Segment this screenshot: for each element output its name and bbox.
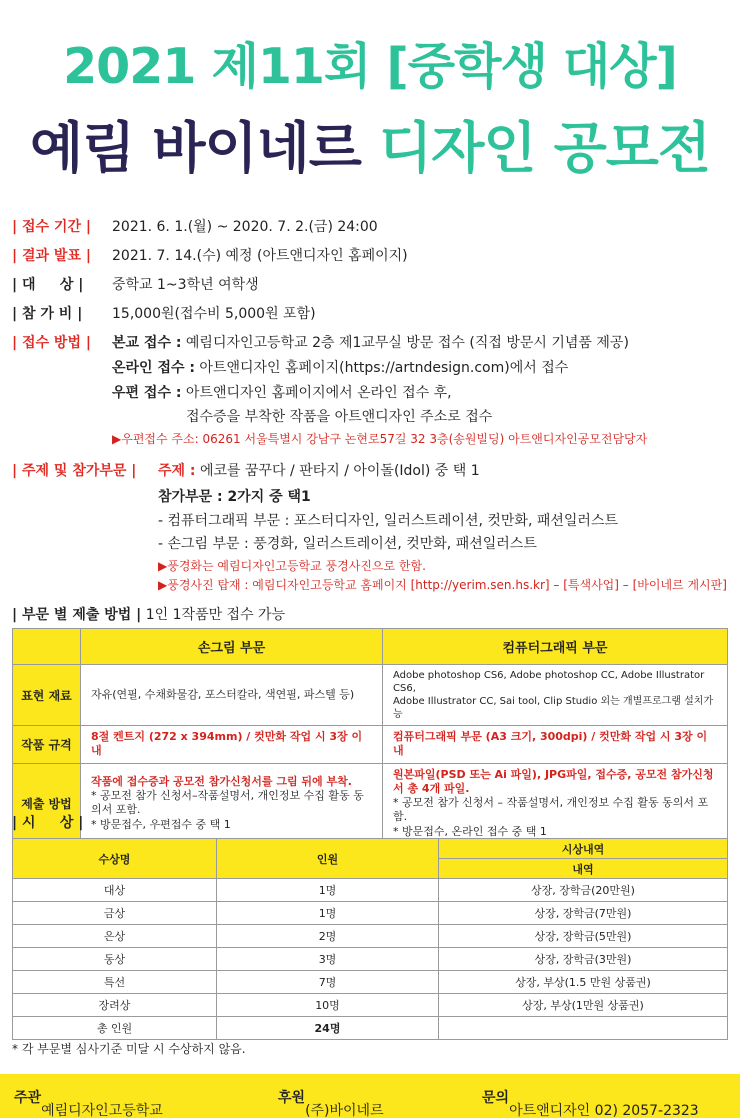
row-size: 작품 규격: [13, 726, 81, 764]
title-line-2: [0, 104, 740, 183]
table-row: 금상 1명 상장, 장학금(7만원): [13, 902, 728, 925]
material-cg: Adobe photoshop CS6, Adobe photoshop CC, Adobe Illustrator CS6, Adobe Illustrator CC, Sai tool, Clip Studio 외는 개별프로그램 설치가능: [383, 665, 728, 726]
footer-bar: [0, 1074, 740, 1118]
submission-corner: [13, 629, 81, 665]
table-row: 특선 7명 상장, 부상(1.5 만원 상품권): [13, 971, 728, 994]
method-post-2: 접수증을 부착한 작품을 아트앤디자인 주소로 접수: [186, 409, 493, 425]
table-row: 은상 2명 상장, 장학금(5만원): [13, 925, 728, 948]
theme-note-2: ▶풍경사진 탑재 : 예림디자인고등학교 홈페이지 [http://yerim.sen.hs.kr] – [특색사업] – [바이네르 게시판]: [158, 578, 727, 592]
target-row: [12, 274, 259, 294]
post-address-note: ▶우편접수 주소: 06261 서울특별시 강남구 논현로57길 32 3층(송원빌딩) 아트앤디자인공모전담당자: [112, 432, 648, 446]
method-visit: 본교 접수 : 예림디자인고등학교 2층 제1교무실 방문 접수 (직접 방문시 기념품 제공): [112, 335, 629, 351]
result-value: 2021. 7. 14.(수) 예정 (아트앤디자인 홈페이지): [112, 248, 408, 264]
title-line-1: 2021 제11회 [중학생 대상]: [63, 38, 677, 95]
col-award-detail: 시상내역: [439, 839, 728, 859]
row-method: 제출 방법: [13, 763, 81, 843]
period-row: [12, 216, 378, 236]
period-value: 2021. 6. 1.(월) ~ 2020. 7. 2.(금) 24:00: [112, 219, 378, 235]
total-row: 총 인원 24명: [13, 1017, 728, 1040]
table-row: 동상 3명 상장, 장학금(3만원): [13, 948, 728, 971]
method-row: [12, 332, 629, 352]
division-cg: - 컴퓨터그래픽 부문 : 포스터디자인, 일러스트레이션, 컷만화, 패션일러스트: [158, 513, 618, 529]
submission-table: [12, 628, 728, 844]
theme-note-1: ▶풍경화는 예림디자인고등학교 풍경사진으로 한함.: [158, 559, 426, 573]
material-hand: 자유(연필, 수채화물감, 포스터칼라, 색연필, 파스텔 등): [81, 665, 383, 726]
col-award-detail-sub: 내역: [439, 859, 728, 879]
division-title: 참가부문 : 2가지 중 택1: [158, 489, 311, 505]
period-label: | 접수 기간 |: [12, 219, 91, 235]
awards-header: | 시 상 |: [12, 815, 84, 831]
footer-contact: 문의 아트앤디자인 02) 2057-2323: [482, 1090, 699, 1118]
fee-label: | 참 가 비 |: [12, 306, 83, 322]
footer-sponsor: 후원 (주)바이네르: [278, 1090, 384, 1118]
size-cg: 컴퓨터그래픽 부문 (A3 크기, 300dpi) / 컷만화 작업 시 3장 이내: [383, 726, 728, 764]
method-hand: 작품에 접수증과 공모전 참가신청서를 그림 뒤에 부착. * 공모전 참가 신청서–작품설명서, 개인정보 수집 활동 동의서 포함. * 방문접수, 우편접수 중 택 1: [81, 763, 383, 843]
title-line-2-brand: 예림 바이네르: [29, 116, 361, 180]
col-cg: 컴퓨터그래픽 부문: [383, 629, 728, 665]
fee-row: [12, 303, 316, 323]
size-hand: 8절 켄트지 (272 x 394mm) / 컷만화 작업 시 3장 이내: [81, 726, 383, 764]
row-material: 표현 재료: [13, 665, 81, 726]
result-row: [12, 245, 408, 265]
result-label: | 결과 발표 |: [12, 248, 91, 264]
col-hand: 손그림 부문: [81, 629, 383, 665]
awards-table: [12, 838, 728, 1040]
method-cg: 원본파일(PSD 또는 Ai 파일), JPG파일, 접수증, 공모전 참가신청서 총 4개 파일. * 공모전 참가 신청서 – 작품설명서, 개인정보 수집 활동 동의서 포함. * 방문접수, 온라인 접수 중 택 1: [383, 763, 728, 843]
col-award-name: 수상명: [13, 839, 217, 879]
submission-header: | 부문 별 제출 방법 | 1인 1작품만 접수 가능: [12, 607, 286, 623]
awards-footnote: * 각 부문별 심사기준 미달 시 수상하지 않음.: [12, 1042, 246, 1056]
title-line-2-contest: 디자인 공모전: [379, 116, 711, 180]
fee-value: 15,000원(접수비 5,000원 포함): [112, 306, 316, 322]
footer-host: 주관 예림디자인고등학교: [14, 1090, 163, 1118]
method-label: | 접수 방법 |: [12, 335, 91, 351]
theme-row: [12, 460, 480, 480]
division-hand: - 손그림 부문 : 풍경화, 일러스트레이션, 컷만화, 패션일러스트: [158, 536, 537, 552]
method-post: 우편 접수 : 아트앤디자인 홈페이지에서 온라인 접수 후,: [112, 385, 452, 401]
theme-label: | 주제 및 참가부문 |: [12, 463, 137, 479]
col-award-count: 인원: [217, 839, 439, 879]
target-value: 중학교 1~3학년 여학생: [112, 277, 259, 293]
table-row: 장려상 10명 상장, 부상(1만원 상품권): [13, 994, 728, 1017]
theme-value: 주제 : 에코를 꿈꾸다 / 판타지 / 아이돌(Idol) 중 택 1: [158, 463, 480, 479]
method-online: 온라인 접수 : 아트앤디자인 홈페이지(https://artndesign.com)에서 접수: [112, 360, 569, 376]
target-label: | 대 상 |: [12, 277, 84, 293]
table-row: 대상 1명 상장, 장학금(20만원): [13, 879, 728, 902]
